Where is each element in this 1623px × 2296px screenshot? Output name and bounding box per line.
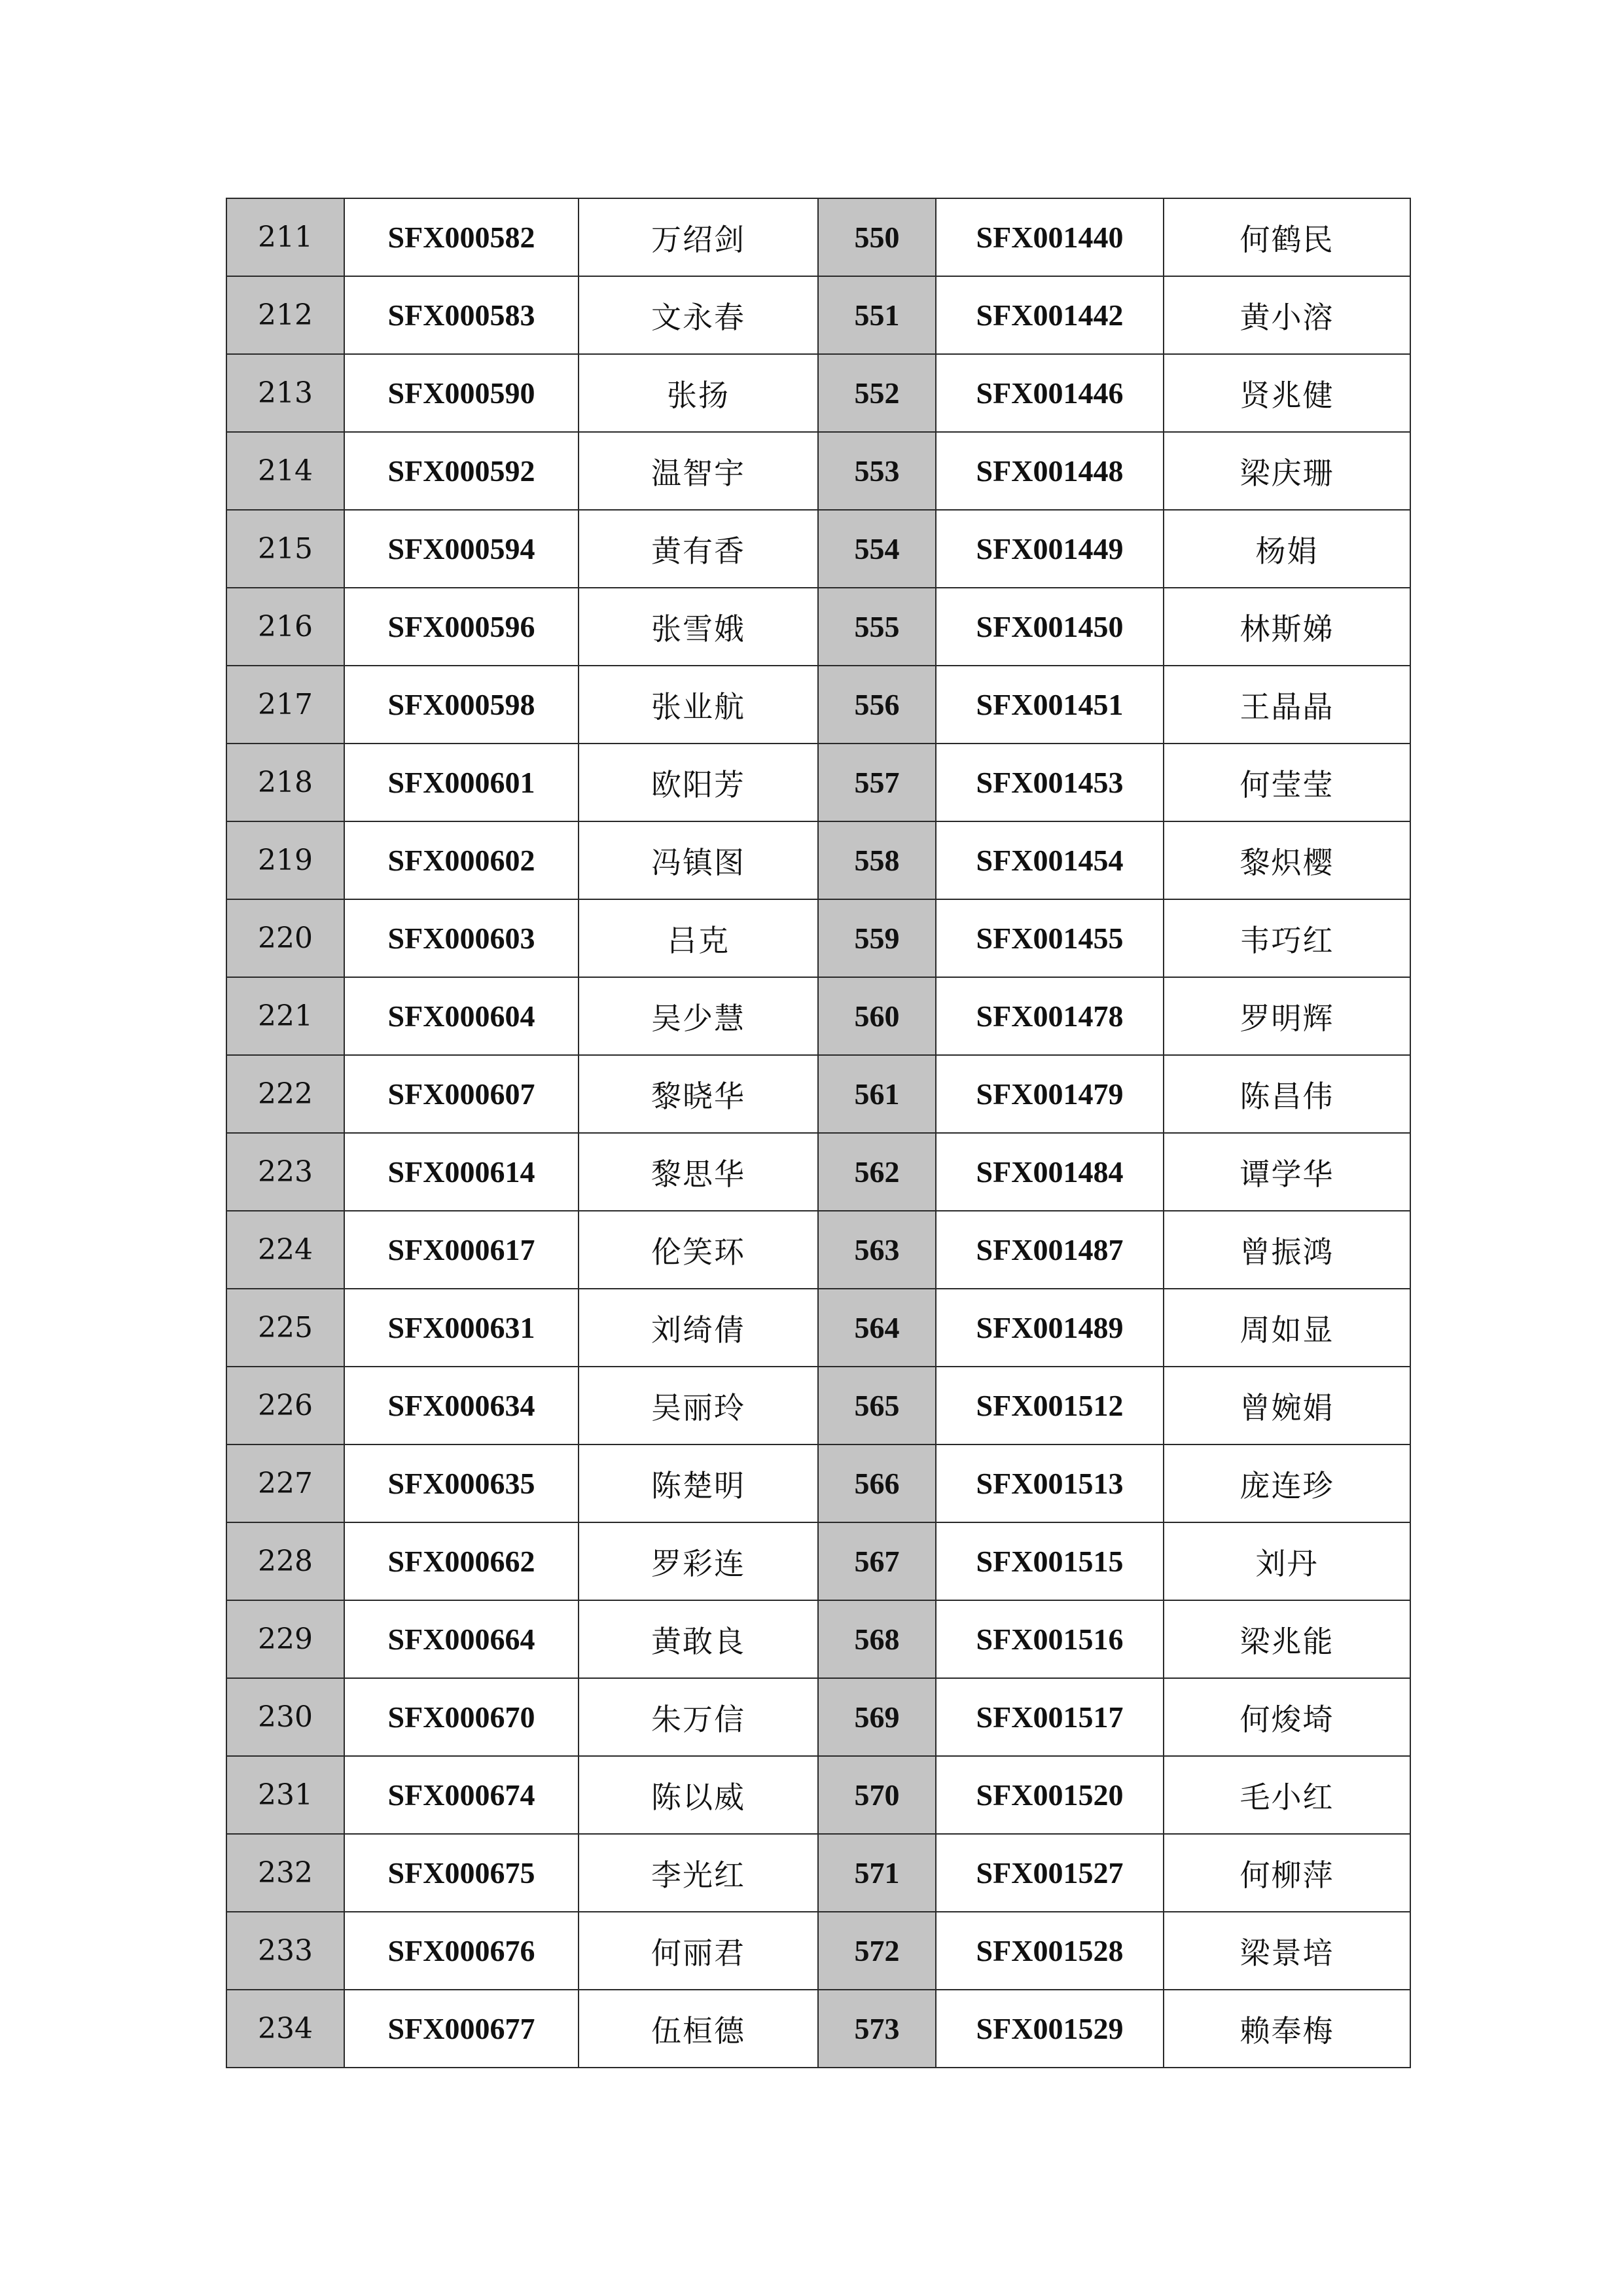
- left-member-code: SFX000635: [344, 1444, 579, 1522]
- right-member-code: SFX001449: [936, 510, 1164, 588]
- left-member-name: 伍桓德: [579, 1990, 818, 2068]
- right-sequence-number: 570: [818, 1756, 936, 1834]
- left-sequence-number: 220: [226, 899, 344, 977]
- left-member-code: SFX000602: [344, 821, 579, 899]
- right-sequence-number: 563: [818, 1211, 936, 1289]
- left-member-name: 何丽君: [579, 1912, 818, 1990]
- left-sequence-number: 213: [226, 354, 344, 432]
- table-row: [226, 821, 1410, 899]
- left-sequence-number: 231: [226, 1756, 344, 1834]
- right-member-name: 何焌埼: [1164, 1678, 1410, 1756]
- roster-table-body: [226, 198, 1410, 2068]
- right-sequence-number: 564: [818, 1289, 936, 1367]
- table-row: [226, 1211, 1410, 1289]
- left-member-name: 黎思华: [579, 1133, 818, 1211]
- left-sequence-number: 224: [226, 1211, 344, 1289]
- right-member-code: SFX001446: [936, 354, 1164, 432]
- table-row: [226, 977, 1410, 1055]
- left-member-code: SFX000617: [344, 1211, 579, 1289]
- right-member-code: SFX001479: [936, 1055, 1164, 1133]
- right-member-name: 罗明辉: [1164, 977, 1410, 1055]
- left-member-code: SFX000676: [344, 1912, 579, 1990]
- left-sequence-number: 229: [226, 1600, 344, 1678]
- right-member-name: 梁景培: [1164, 1912, 1410, 1990]
- left-member-code: SFX000604: [344, 977, 579, 1055]
- table-row: [226, 1133, 1410, 1211]
- right-member-code: SFX001516: [936, 1600, 1164, 1678]
- right-member-name: 赖奉梅: [1164, 1990, 1410, 2068]
- left-sequence-number: 233: [226, 1912, 344, 1990]
- left-member-name: 吴少慧: [579, 977, 818, 1055]
- right-member-code: SFX001529: [936, 1990, 1164, 2068]
- table-row: [226, 1756, 1410, 1834]
- left-member-code: SFX000592: [344, 432, 579, 510]
- table-row: [226, 666, 1410, 744]
- left-member-name: 刘绮倩: [579, 1289, 818, 1367]
- right-sequence-number: 569: [818, 1678, 936, 1756]
- right-member-name: 黄小溶: [1164, 276, 1410, 354]
- right-member-name: 周如显: [1164, 1289, 1410, 1367]
- table-row: [226, 1055, 1410, 1133]
- right-sequence-number: 554: [818, 510, 936, 588]
- right-member-name: 何柳萍: [1164, 1834, 1410, 1912]
- right-member-name: 庞连珍: [1164, 1444, 1410, 1522]
- right-member-code: SFX001489: [936, 1289, 1164, 1367]
- right-member-name: 曾振鸿: [1164, 1211, 1410, 1289]
- table-row: [226, 354, 1410, 432]
- right-member-code: SFX001448: [936, 432, 1164, 510]
- table-row: [226, 432, 1410, 510]
- right-sequence-number: 568: [818, 1600, 936, 1678]
- table-row: [226, 1522, 1410, 1600]
- left-member-name: 陈楚明: [579, 1444, 818, 1522]
- right-sequence-number: 556: [818, 666, 936, 744]
- right-sequence-number: 559: [818, 899, 936, 977]
- right-member-name: 杨娟: [1164, 510, 1410, 588]
- left-sequence-number: 225: [226, 1289, 344, 1367]
- table-row: [226, 1444, 1410, 1522]
- table-row: [226, 1912, 1410, 1990]
- left-sequence-number: 234: [226, 1990, 344, 2068]
- left-member-name: 冯镇图: [579, 821, 818, 899]
- table-row: [226, 1834, 1410, 1912]
- roster-table: [226, 198, 1411, 2068]
- left-member-name: 欧阳芳: [579, 744, 818, 821]
- right-sequence-number: 571: [818, 1834, 936, 1912]
- left-sequence-number: 215: [226, 510, 344, 588]
- right-member-code: SFX001478: [936, 977, 1164, 1055]
- right-sequence-number: 572: [818, 1912, 936, 1990]
- left-member-code: SFX000670: [344, 1678, 579, 1756]
- right-sequence-number: 562: [818, 1133, 936, 1211]
- left-member-name: 吕克: [579, 899, 818, 977]
- left-member-name: 张扬: [579, 354, 818, 432]
- table-row: [226, 1289, 1410, 1367]
- table-row: [226, 510, 1410, 588]
- table-row: [226, 1367, 1410, 1444]
- table-row: [226, 588, 1410, 666]
- right-member-code: SFX001513: [936, 1444, 1164, 1522]
- right-member-name: 何鹤民: [1164, 198, 1410, 276]
- left-member-name: 伦笑环: [579, 1211, 818, 1289]
- left-sequence-number: 227: [226, 1444, 344, 1522]
- right-sequence-number: 565: [818, 1367, 936, 1444]
- left-sequence-number: 221: [226, 977, 344, 1055]
- left-member-name: 罗彩连: [579, 1522, 818, 1600]
- right-member-code: SFX001484: [936, 1133, 1164, 1211]
- left-member-name: 文永春: [579, 276, 818, 354]
- left-member-code: SFX000596: [344, 588, 579, 666]
- left-member-code: SFX000614: [344, 1133, 579, 1211]
- left-member-code: SFX000677: [344, 1990, 579, 2068]
- right-member-name: 刘丹: [1164, 1522, 1410, 1600]
- right-member-name: 何莹莹: [1164, 744, 1410, 821]
- table-row: [226, 744, 1410, 821]
- left-member-code: SFX000590: [344, 354, 579, 432]
- right-member-name: 毛小红: [1164, 1756, 1410, 1834]
- left-sequence-number: 228: [226, 1522, 344, 1600]
- left-member-name: 朱万信: [579, 1678, 818, 1756]
- right-member-name: 梁兆能: [1164, 1600, 1410, 1678]
- left-member-code: SFX000662: [344, 1522, 579, 1600]
- right-member-code: SFX001450: [936, 588, 1164, 666]
- right-member-code: SFX001453: [936, 744, 1164, 821]
- right-member-code: SFX001442: [936, 276, 1164, 354]
- left-member-code: SFX000594: [344, 510, 579, 588]
- left-sequence-number: 232: [226, 1834, 344, 1912]
- right-member-name: 林斯娣: [1164, 588, 1410, 666]
- left-sequence-number: 230: [226, 1678, 344, 1756]
- left-member-code: SFX000583: [344, 276, 579, 354]
- left-member-name: 张雪娥: [579, 588, 818, 666]
- left-sequence-number: 217: [226, 666, 344, 744]
- right-member-code: SFX001487: [936, 1211, 1164, 1289]
- left-member-code: SFX000631: [344, 1289, 579, 1367]
- table-row: [226, 899, 1410, 977]
- right-member-name: 陈昌伟: [1164, 1055, 1410, 1133]
- left-member-code: SFX000674: [344, 1756, 579, 1834]
- left-sequence-number: 219: [226, 821, 344, 899]
- left-sequence-number: 223: [226, 1133, 344, 1211]
- left-sequence-number: 216: [226, 588, 344, 666]
- right-member-name: 曾婉娟: [1164, 1367, 1410, 1444]
- table-row: [226, 1678, 1410, 1756]
- right-member-name: 谭学华: [1164, 1133, 1410, 1211]
- left-member-name: 吴丽玲: [579, 1367, 818, 1444]
- left-member-name: 李光红: [579, 1834, 818, 1912]
- right-sequence-number: 557: [818, 744, 936, 821]
- right-sequence-number: 567: [818, 1522, 936, 1600]
- right-member-code: SFX001440: [936, 198, 1164, 276]
- right-sequence-number: 553: [818, 432, 936, 510]
- left-sequence-number: 226: [226, 1367, 344, 1444]
- right-sequence-number: 550: [818, 198, 936, 276]
- left-member-code: SFX000664: [344, 1600, 579, 1678]
- right-sequence-number: 552: [818, 354, 936, 432]
- left-sequence-number: 222: [226, 1055, 344, 1133]
- right-sequence-number: 573: [818, 1990, 936, 2068]
- left-member-code: SFX000598: [344, 666, 579, 744]
- left-member-name: 张业航: [579, 666, 818, 744]
- left-member-name: 黄敢良: [579, 1600, 818, 1678]
- right-member-code: SFX001454: [936, 821, 1164, 899]
- left-member-name: 万绍剑: [579, 198, 818, 276]
- left-member-name: 黄有香: [579, 510, 818, 588]
- right-member-name: 黎炽樱: [1164, 821, 1410, 899]
- left-sequence-number: 218: [226, 744, 344, 821]
- left-sequence-number: 211: [226, 198, 344, 276]
- left-member-code: SFX000607: [344, 1055, 579, 1133]
- right-sequence-number: 558: [818, 821, 936, 899]
- right-member-code: SFX001515: [936, 1522, 1164, 1600]
- table-row: [226, 1600, 1410, 1678]
- left-member-name: 陈以威: [579, 1756, 818, 1834]
- left-member-code: SFX000603: [344, 899, 579, 977]
- left-member-code: SFX000601: [344, 744, 579, 821]
- right-member-name: 王晶晶: [1164, 666, 1410, 744]
- left-sequence-number: 212: [226, 276, 344, 354]
- right-sequence-number: 561: [818, 1055, 936, 1133]
- right-member-code: SFX001455: [936, 899, 1164, 977]
- left-sequence-number: 214: [226, 432, 344, 510]
- right-sequence-number: 566: [818, 1444, 936, 1522]
- right-member-name: 贤兆健: [1164, 354, 1410, 432]
- right-sequence-number: 560: [818, 977, 936, 1055]
- left-member-name: 黎晓华: [579, 1055, 818, 1133]
- right-member-name: 韦巧红: [1164, 899, 1410, 977]
- right-member-code: SFX001527: [936, 1834, 1164, 1912]
- table-row: [226, 276, 1410, 354]
- left-member-code: SFX000675: [344, 1834, 579, 1912]
- right-member-code: SFX001451: [936, 666, 1164, 744]
- table-row: [226, 1990, 1410, 2068]
- right-member-code: SFX001520: [936, 1756, 1164, 1834]
- right-member-code: SFX001512: [936, 1367, 1164, 1444]
- right-member-code: SFX001517: [936, 1678, 1164, 1756]
- table-row: [226, 198, 1410, 276]
- left-member-name: 温智宇: [579, 432, 818, 510]
- left-member-code: SFX000634: [344, 1367, 579, 1444]
- left-member-code: SFX000582: [344, 198, 579, 276]
- right-member-code: SFX001528: [936, 1912, 1164, 1990]
- right-sequence-number: 551: [818, 276, 936, 354]
- right-sequence-number: 555: [818, 588, 936, 666]
- right-member-name: 梁庆珊: [1164, 432, 1410, 510]
